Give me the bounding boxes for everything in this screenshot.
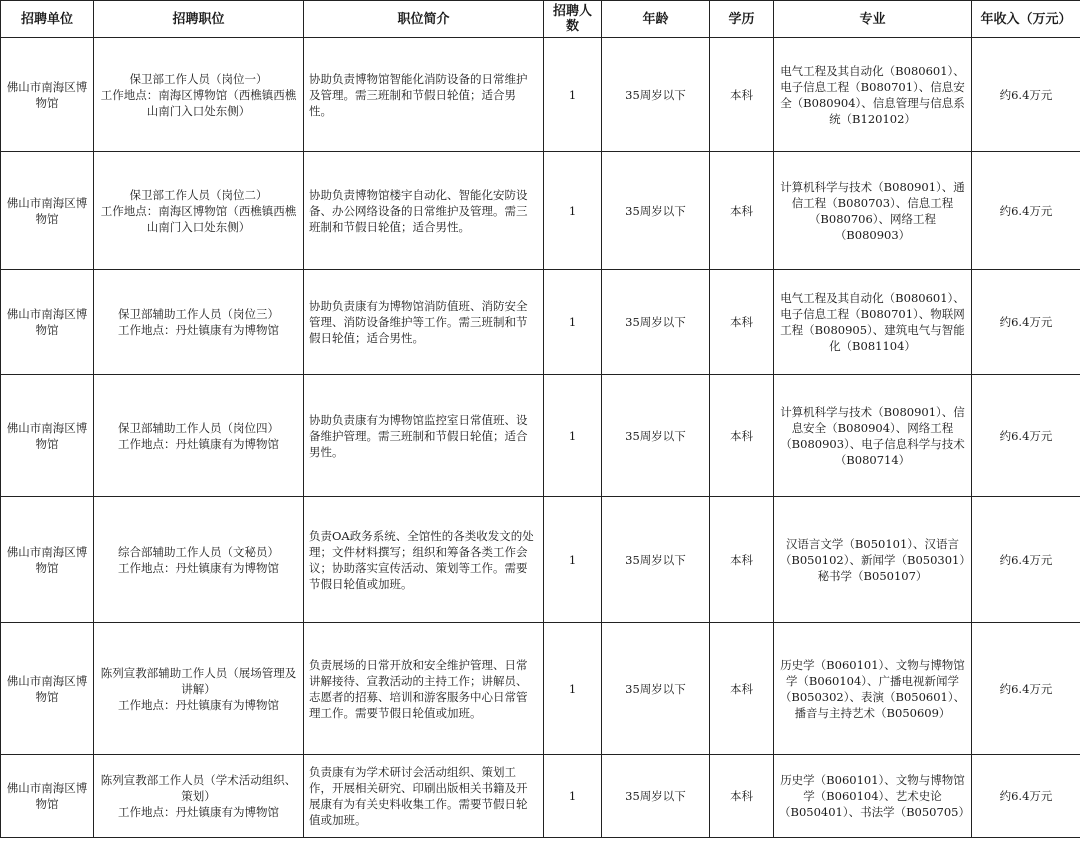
table-row	[1, 270, 1080, 375]
cell-income: 约6.4万元	[972, 497, 1080, 623]
cell-description: 协助负责康有为博物馆消防值班、消防安全管理、消防设备维护等工作。需三班制和节假日轮值；适合男性。	[304, 270, 544, 375]
header-unit: 招聘单位	[1, 1, 94, 38]
cell-description: 负责康有为学术研讨会活动组织、策划工作，开展相关研究、印刷出版相关书籍及开展康有为有关史料收集工作。需要节假日轮值或加班。	[304, 755, 544, 838]
cell-count: 1	[544, 270, 602, 375]
position-title: 保卫部工作人员（岗位二）	[129, 187, 268, 202]
cell-education: 本科	[710, 755, 774, 838]
cell-count: 1	[544, 152, 602, 270]
table-row	[1, 375, 1080, 497]
header-major: 专业	[774, 1, 972, 38]
cell-position	[94, 375, 304, 497]
position-title: 保卫部辅助工作人员（岗位三）	[118, 307, 279, 321]
table-row	[1, 152, 1080, 270]
cell-description: 负责展场的日常开放和安全维护管理、日常讲解接待、宣教活动的主持工作；讲解员、志愿者的招募、培训和游客服务中心日常管理工作。需要节假日轮值或加班。	[304, 623, 544, 755]
cell-age: 35周岁以下	[602, 497, 710, 623]
table-body	[1, 38, 1080, 838]
cell-count: 1	[544, 755, 602, 838]
cell-major: 计算机科学与技术（B080901）、信息安全（B080904）、网络工程（B080903）、电子信息科学与技术（B080714）	[774, 375, 972, 497]
cell-education: 本科	[710, 497, 774, 623]
position-location: 工作地点：丹灶镇康有为博物馆	[118, 697, 279, 712]
position-title: 陈列宣教部辅助工作人员（展场管理及讲解）	[100, 665, 297, 696]
cell-unit: 佛山市南海区博物馆	[1, 497, 94, 623]
cell-count: 1	[544, 497, 602, 623]
cell-unit: 佛山市南海区博物馆	[1, 152, 94, 270]
header-description: 职位简介	[304, 1, 544, 38]
header-row	[1, 1, 1080, 38]
cell-major: 电气工程及其自动化（B080601）、电子信息工程（B080701）、物联网工程（B080905）、建筑电气与智能化（B081104）	[774, 270, 972, 375]
header-education: 学历	[710, 1, 774, 38]
table-header	[1, 1, 1080, 38]
cell-unit: 佛山市南海区博物馆	[1, 375, 94, 497]
cell-age: 35周岁以下	[602, 375, 710, 497]
cell-income: 约6.4万元	[972, 623, 1080, 755]
cell-description: 协助负责康有为博物馆监控室日常值班、设备维护管理。需三班制和节假日轮值；适合男性。	[304, 375, 544, 497]
position-location: 工作地点：南海区博物馆（西樵镇西樵山南门入口处东侧）	[100, 87, 297, 118]
cell-major: 汉语言文学（B050101）、汉语言（B050102）、新闻学（B050301）秘书学（B050107）	[774, 497, 972, 623]
cell-unit: 佛山市南海区博物馆	[1, 38, 94, 152]
cell-age: 35周岁以下	[602, 152, 710, 270]
cell-major: 电气工程及其自动化（B080601）、电子信息工程（B080701）、信息安全（B080904）、信息管理与信息系统（B120102）	[774, 38, 972, 152]
position-location: 工作地点：丹灶镇康有为博物馆	[118, 560, 279, 575]
header-count: 招聘人数	[544, 1, 602, 38]
position-location: 工作地点：丹灶镇康有为博物馆	[118, 805, 279, 819]
cell-major: 历史学（B060101）、文物与博物馆学（B060104）、广播电视新闻学（B050302）、表演（B050601）、播音与主持艺术（B050609）	[774, 623, 972, 755]
cell-position	[94, 755, 304, 838]
position-location: 工作地点：南海区博物馆（西樵镇西樵山南门入口处东侧）	[100, 203, 297, 234]
cell-income: 约6.4万元	[972, 375, 1080, 497]
table-row	[1, 623, 1080, 755]
cell-description: 负责OA政务系统、全馆性的各类收发文的处理；文件材料撰写；组织和筹备各类工作会议；协助落实宣传活动、策划等工作。需要节假日轮值或加班。	[304, 497, 544, 623]
position-location: 工作地点：丹灶镇康有为博物馆	[118, 323, 279, 337]
cell-income: 约6.4万元	[972, 38, 1080, 152]
cell-description: 协助负责博物馆智能化消防设备的日常维护及管理。需三班制和节假日轮值；适合男性。	[304, 38, 544, 152]
cell-age: 35周岁以下	[602, 623, 710, 755]
header-age: 年龄	[602, 1, 710, 38]
cell-education: 本科	[710, 152, 774, 270]
position-location: 工作地点：丹灶镇康有为博物馆	[118, 436, 279, 451]
position-title: 综合部辅助工作人员（文秘员）	[118, 544, 279, 559]
cell-unit: 佛山市南海区博物馆	[1, 623, 94, 755]
position-title: 保卫部辅助工作人员（岗位四）	[118, 420, 279, 435]
cell-education: 本科	[710, 375, 774, 497]
cell-age: 35周岁以下	[602, 755, 710, 838]
cell-education: 本科	[710, 38, 774, 152]
cell-position	[94, 270, 304, 375]
table-row	[1, 755, 1080, 838]
table-row	[1, 497, 1080, 623]
cell-education: 本科	[710, 623, 774, 755]
cell-position	[94, 38, 304, 152]
header-position: 招聘职位	[94, 1, 304, 38]
cell-major: 历史学（B060101）、文物与博物馆学（B060104）、艺术史论（B050401）、书法学（B050705）	[774, 755, 972, 838]
cell-income: 约6.4万元	[972, 152, 1080, 270]
cell-major: 计算机科学与技术（B080901）、通信工程（B080703）、信息工程（B080706）、网络工程（B080903）	[774, 152, 972, 270]
cell-position	[94, 497, 304, 623]
cell-unit: 佛山市南海区博物馆	[1, 755, 94, 838]
cell-position	[94, 152, 304, 270]
cell-count: 1	[544, 623, 602, 755]
cell-income: 约6.4万元	[972, 270, 1080, 375]
cell-age: 35周岁以下	[602, 38, 710, 152]
cell-count: 1	[544, 375, 602, 497]
cell-age: 35周岁以下	[602, 270, 710, 375]
table-row	[1, 38, 1080, 152]
cell-unit: 佛山市南海区博物馆	[1, 270, 94, 375]
cell-income: 约6.4万元	[972, 755, 1080, 838]
position-title: 陈列宣教部工作人员（学术活动组织、策划）	[100, 773, 297, 803]
cell-count: 1	[544, 38, 602, 152]
cell-education: 本科	[710, 270, 774, 375]
cell-position	[94, 623, 304, 755]
position-title: 保卫部工作人员（岗位一）	[129, 71, 268, 86]
cell-description: 协助负责博物馆楼宇自动化、智能化安防设备、办公网络设备的日常维护及管理。需三班制和节假日轮值；适合男性。	[304, 152, 544, 270]
header-income: 年收入（万元）	[972, 1, 1080, 38]
